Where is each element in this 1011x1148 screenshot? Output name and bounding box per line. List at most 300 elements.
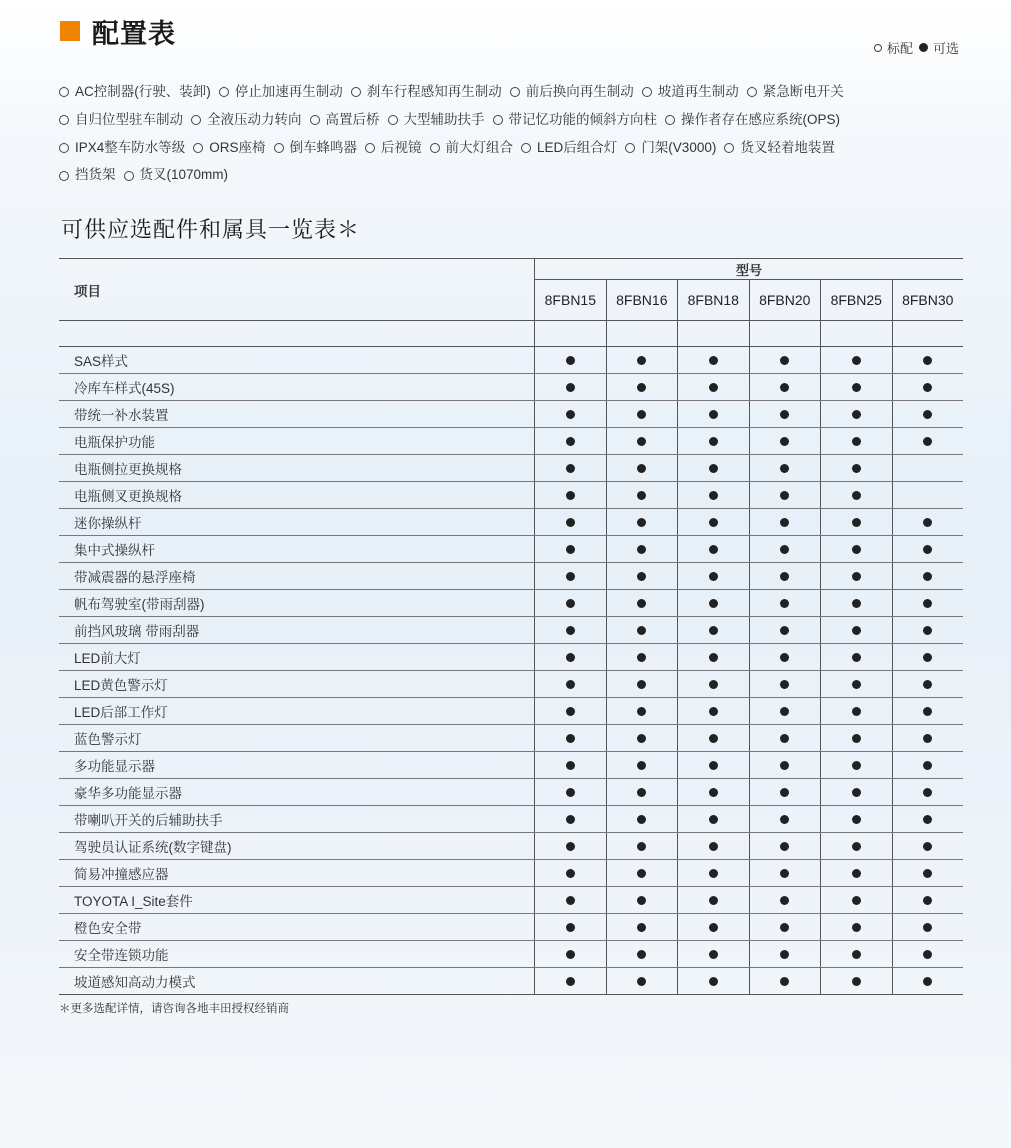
filled-circle-icon: [923, 869, 932, 878]
filled-circle-icon: [923, 653, 932, 662]
availability-cell: [749, 401, 820, 428]
table-row: [59, 698, 963, 725]
standard-equipment-label: ORS座椅: [209, 139, 266, 155]
availability-cell: [606, 806, 677, 833]
availability-cell: [749, 509, 820, 536]
filled-circle-icon: [709, 518, 718, 527]
filled-circle-icon: [852, 842, 861, 851]
availability-cell: [892, 887, 963, 914]
availability-cell: [821, 509, 892, 536]
filled-circle-icon: [566, 734, 575, 743]
filled-circle-icon: [780, 383, 789, 392]
availability-cell: [749, 887, 820, 914]
filled-circle-icon: [566, 896, 575, 905]
filled-circle-icon: [566, 464, 575, 473]
availability-cell: [821, 563, 892, 590]
availability-cell: [821, 536, 892, 563]
availability-cell: [892, 806, 963, 833]
filled-circle-icon: [709, 680, 718, 689]
availability-cell: [535, 833, 606, 860]
open-circle-icon: [124, 171, 134, 181]
standard-equipment-item: [59, 79, 211, 106]
filled-circle-icon: [780, 680, 789, 689]
availability-cell: [535, 428, 606, 455]
availability-cell: [892, 590, 963, 617]
filled-circle-icon: [923, 356, 932, 365]
standard-equipment-item: [388, 107, 485, 134]
filled-circle-icon: [709, 437, 718, 446]
filled-circle-icon: [780, 356, 789, 365]
availability-cell: [749, 968, 820, 995]
filled-circle-icon: [637, 680, 646, 689]
standard-equipment-label: 带记忆功能的倾斜方向柱: [508, 111, 657, 127]
availability-cell: [892, 482, 963, 509]
filled-circle-icon: [709, 815, 718, 824]
filled-circle-icon: [566, 707, 575, 716]
availability-cell: [606, 590, 677, 617]
standard-equipment-item: [219, 79, 343, 106]
availability-cell: [821, 941, 892, 968]
availability-cell: [678, 428, 749, 455]
filled-circle-icon: [637, 734, 646, 743]
standard-equipment-label: 前后换向再生制动: [525, 84, 634, 99]
standard-equipment-item: [430, 135, 514, 162]
filled-circle-icon: [852, 707, 861, 716]
filled-circle-icon: [923, 734, 932, 743]
filled-circle-icon: [780, 734, 789, 743]
open-circle-icon: [388, 115, 398, 125]
availability-cell: [892, 374, 963, 401]
filled-circle-icon: [566, 680, 575, 689]
availability-cell: [821, 914, 892, 941]
model-header-8fbn20: 8FBN20: [749, 280, 820, 321]
filled-circle-icon: [923, 815, 932, 824]
availability-cell: [606, 860, 677, 887]
filled-circle-icon: [709, 923, 718, 932]
filled-circle-icon: [852, 761, 861, 770]
filled-circle-icon: [709, 626, 718, 635]
availability-cell: [678, 563, 749, 590]
standard-equipment-label: 门架(V3000): [641, 139, 717, 155]
filled-circle-icon: [923, 977, 932, 986]
filled-circle-icon: [637, 653, 646, 662]
filled-circle-icon: [709, 842, 718, 851]
open-circle-icon: [430, 143, 440, 153]
filled-circle-icon: [637, 383, 646, 392]
availability-cell: [678, 536, 749, 563]
filled-circle-icon: [637, 545, 646, 554]
filled-circle-icon: [566, 788, 575, 797]
standard-equipment-item: [310, 107, 380, 134]
availability-cell: [892, 428, 963, 455]
open-circle-icon: [59, 115, 69, 125]
row-item-name: 集中式操纵杆: [59, 536, 535, 563]
model-header-8fbn15: 8FBN15: [535, 280, 606, 321]
availability-cell: [606, 536, 677, 563]
availability-cell: [606, 563, 677, 590]
filled-circle-icon: [709, 977, 718, 986]
filled-circle-icon: [852, 572, 861, 581]
table-row: [59, 887, 963, 914]
filled-circle-icon: [780, 761, 789, 770]
availability-cell: [749, 860, 820, 887]
legend-standard: [874, 38, 913, 57]
availability-cell: [535, 455, 606, 482]
availability-cell: [535, 509, 606, 536]
standard-equipment-item: [365, 135, 422, 162]
filled-circle-icon: [709, 491, 718, 500]
filled-circle-icon: [637, 896, 646, 905]
standard-equipment-label: 大型辅助扶手: [403, 111, 485, 127]
standard-equipment-item: [665, 107, 840, 134]
standard-equipment-item: [724, 135, 835, 162]
availability-cell: [892, 563, 963, 590]
row-item-name: TOYOTA I_Site套件: [59, 887, 535, 914]
table-row: [59, 914, 963, 941]
filled-circle-icon: [780, 869, 789, 878]
availability-cell: [678, 968, 749, 995]
filled-circle-icon: [637, 491, 646, 500]
filled-circle-icon: [566, 653, 575, 662]
availability-cell: [678, 752, 749, 779]
open-circle-icon: [59, 171, 69, 181]
availability-cell: [678, 509, 749, 536]
filled-circle-icon: [852, 815, 861, 824]
availability-cell: [535, 941, 606, 968]
filled-circle-icon: [637, 464, 646, 473]
filled-circle-icon: [709, 572, 718, 581]
open-circle-icon: [665, 115, 675, 125]
availability-cell: [535, 482, 606, 509]
filled-circle-icon: [780, 545, 789, 554]
availability-cell: [821, 590, 892, 617]
availability-cell: [892, 536, 963, 563]
standard-equipment-label: 坡道再生制动: [657, 84, 739, 99]
availability-cell: [535, 644, 606, 671]
open-circle-icon: [310, 115, 320, 125]
availability-cell: [606, 698, 677, 725]
filled-circle-icon: [709, 410, 718, 419]
filled-circle-icon: [780, 707, 789, 716]
filled-circle-icon: [566, 356, 575, 365]
filled-circle-icon: [566, 518, 575, 527]
availability-cell: [892, 347, 963, 374]
filled-circle-icon: [923, 383, 932, 392]
filled-circle-icon: [637, 572, 646, 581]
filled-circle-icon: [923, 923, 932, 932]
filled-circle-icon: [709, 356, 718, 365]
open-circle-icon: [191, 115, 201, 125]
filled-circle-icon: [709, 869, 718, 878]
availability-cell: [821, 833, 892, 860]
filled-circle-icon: [923, 626, 932, 635]
availability-cell: [892, 941, 963, 968]
availability-cell: [892, 455, 963, 482]
standard-equipment-list: [59, 79, 939, 190]
availability-cell: [678, 401, 749, 428]
standard-equipment-item: [625, 135, 716, 162]
filled-circle-icon: [566, 572, 575, 581]
filled-circle-icon: [852, 788, 861, 797]
model-header-8fbn18: 8FBN18: [678, 280, 749, 321]
standard-equipment-label: 自归位型驻车制动: [75, 111, 183, 127]
availability-cell: [892, 968, 963, 995]
filled-circle-icon: [852, 464, 861, 473]
standard-equipment-label: 货叉(1070mm): [139, 167, 229, 183]
model-group-header: 型号: [535, 259, 963, 280]
row-item-name: 多功能显示器: [59, 752, 535, 779]
filled-circle-icon: [637, 869, 646, 878]
table-row: [59, 347, 963, 374]
filled-circle-icon: [780, 518, 789, 527]
filled-circle-icon: [566, 626, 575, 635]
availability-cell: [749, 347, 820, 374]
standard-equipment-label: 全液压动力转向: [207, 111, 302, 127]
availability-cell: [606, 914, 677, 941]
row-item-name: 蓝色警示灯: [59, 725, 535, 752]
availability-cell: [821, 779, 892, 806]
table-row: [59, 563, 963, 590]
open-circle-icon: [59, 143, 69, 153]
availability-cell: [821, 698, 892, 725]
availability-cell: [749, 455, 820, 482]
standard-equipment-item: [274, 135, 358, 162]
table-row: [59, 779, 963, 806]
standard-equipment-line: [59, 135, 939, 163]
page-header: [60, 14, 176, 48]
availability-cell: [892, 914, 963, 941]
legend-optional-label: 可选: [932, 41, 959, 56]
filled-circle-icon: [780, 491, 789, 500]
availability-cell: [749, 590, 820, 617]
availability-cell: [606, 671, 677, 698]
availability-cell: [678, 779, 749, 806]
item-column-header: 项目: [59, 259, 535, 321]
availability-cell: [678, 644, 749, 671]
standard-equipment-label: 停止加速再生制动: [234, 84, 343, 99]
standard-equipment-item: [510, 79, 634, 106]
filled-circle-icon: [923, 788, 932, 797]
availability-cell: [606, 887, 677, 914]
availability-cell: [606, 482, 677, 509]
availability-cell: [749, 428, 820, 455]
availability-cell: [606, 968, 677, 995]
open-circle-icon: [724, 143, 734, 153]
table-row: [59, 968, 963, 995]
filled-circle-icon: [566, 842, 575, 851]
filled-circle-icon: [566, 977, 575, 986]
availability-cell: [821, 374, 892, 401]
availability-cell: [606, 455, 677, 482]
table-row: [59, 401, 963, 428]
filled-circle-icon: [709, 734, 718, 743]
availability-cell: [678, 914, 749, 941]
filled-circle-icon: [566, 410, 575, 419]
filled-circle-icon: [566, 923, 575, 932]
orange-square-icon: [60, 21, 80, 41]
availability-cell: [606, 644, 677, 671]
availability-cell: [749, 536, 820, 563]
legend: [868, 38, 959, 57]
model-header-8fbn30: 8FBN30: [892, 280, 963, 321]
availability-cell: [678, 482, 749, 509]
availability-cell: [606, 941, 677, 968]
filled-circle-icon: [923, 437, 932, 446]
standard-equipment-label: IPX4整车防水等级: [75, 139, 186, 155]
availability-cell: [678, 374, 749, 401]
filled-circle-icon: [780, 842, 789, 851]
row-item-name: SAS样式: [59, 347, 535, 374]
filled-circle-icon: [923, 950, 932, 959]
availability-cell: [892, 698, 963, 725]
filled-circle-icon: [852, 626, 861, 635]
filled-circle-icon: [923, 410, 932, 419]
availability-cell: [535, 860, 606, 887]
filled-circle-icon: [923, 761, 932, 770]
availability-cell: [535, 671, 606, 698]
availability-cell: [535, 968, 606, 995]
availability-cell: [821, 806, 892, 833]
filled-circle-icon: [780, 788, 789, 797]
availability-cell: [892, 833, 963, 860]
table-row: [59, 482, 963, 509]
filled-circle-icon: [566, 383, 575, 392]
availability-cell: [749, 374, 820, 401]
row-item-name: 冷库车样式(45S): [59, 374, 535, 401]
filled-circle-icon: [709, 950, 718, 959]
open-circle-icon: [521, 143, 531, 153]
availability-cell: [821, 671, 892, 698]
standard-equipment-label: 紧急断电开关: [762, 84, 844, 99]
row-item-name: 前挡风玻璃 带雨刮器: [59, 617, 535, 644]
standard-equipment-label: 货叉轻着地装置: [740, 139, 835, 155]
standard-equipment-label: AC控制器(行驶、装卸): [75, 84, 211, 99]
availability-cell: [535, 725, 606, 752]
availability-cell: [678, 833, 749, 860]
standard-equipment-label: 后视镜: [381, 139, 422, 155]
availability-cell: [606, 752, 677, 779]
filled-circle-icon: [852, 896, 861, 905]
availability-cell: [821, 617, 892, 644]
table-row: [59, 941, 963, 968]
filled-circle-icon: [637, 977, 646, 986]
availability-cell: [749, 482, 820, 509]
filled-circle-icon: [709, 464, 718, 473]
availability-cell: [821, 455, 892, 482]
availability-cell: [749, 833, 820, 860]
filled-circle-icon: [852, 545, 861, 554]
filled-circle-icon: [852, 491, 861, 500]
availability-cell: [749, 671, 820, 698]
availability-cell: [749, 779, 820, 806]
availability-cell: [678, 455, 749, 482]
standard-equipment-line: [59, 162, 939, 190]
standard-equipment-item: [493, 107, 658, 134]
availability-cell: [749, 563, 820, 590]
availability-cell: [535, 752, 606, 779]
filled-circle-icon: [780, 977, 789, 986]
availability-cell: [535, 374, 606, 401]
availability-cell: [535, 536, 606, 563]
table-row: [59, 536, 963, 563]
options-table-body: [59, 321, 963, 995]
availability-cell: [678, 725, 749, 752]
row-item-name: 简易冲撞感应器: [59, 860, 535, 887]
filled-circle-icon: [566, 815, 575, 824]
availability-cell: [749, 752, 820, 779]
availability-cell: [821, 887, 892, 914]
row-item-name: 驾驶员认证系统(数字键盘): [59, 833, 535, 860]
availability-cell: [535, 887, 606, 914]
filled-circle-icon: [923, 842, 932, 851]
filled-circle-icon: [637, 923, 646, 932]
row-item-name: 迷你操纵杆: [59, 509, 535, 536]
filled-circle-icon: [780, 410, 789, 419]
open-circle-icon: [493, 115, 503, 125]
availability-cell: [821, 347, 892, 374]
filled-circle-icon: [709, 707, 718, 716]
standard-equipment-item: [747, 79, 844, 106]
open-circle-icon: [59, 87, 69, 97]
availability-cell: [892, 671, 963, 698]
filled-circle-icon: [852, 923, 861, 932]
open-circle-icon: [874, 44, 882, 52]
filled-circle-icon: [852, 977, 861, 986]
filled-circle-icon: [566, 437, 575, 446]
table-row: [59, 752, 963, 779]
availability-cell: [535, 347, 606, 374]
availability-cell: [678, 698, 749, 725]
filled-circle-icon: [852, 356, 861, 365]
availability-cell: [606, 401, 677, 428]
filled-circle-icon: [637, 707, 646, 716]
standard-equipment-label: 挡货架: [75, 167, 116, 183]
filled-circle-icon: [566, 869, 575, 878]
filled-circle-icon: [852, 653, 861, 662]
availability-cell: [892, 860, 963, 887]
table-row: [59, 455, 963, 482]
filled-circle-icon: [852, 869, 861, 878]
availability-cell: [606, 509, 677, 536]
filled-circle-icon: [780, 815, 789, 824]
availability-cell: [606, 374, 677, 401]
availability-cell: [749, 914, 820, 941]
filled-circle-icon: [852, 950, 861, 959]
row-item-name: 带统一补水装置: [59, 401, 535, 428]
availability-cell: [821, 482, 892, 509]
availability-cell: [892, 752, 963, 779]
availability-cell: [535, 914, 606, 941]
filled-circle-icon: [637, 410, 646, 419]
availability-cell: [749, 698, 820, 725]
open-circle-icon: [747, 87, 757, 97]
availability-cell: [749, 806, 820, 833]
open-circle-icon: [193, 143, 203, 153]
filled-circle-icon: [637, 950, 646, 959]
availability-cell: [892, 617, 963, 644]
filled-circle-icon: [709, 761, 718, 770]
table-row: [59, 617, 963, 644]
filled-circle-icon: [566, 491, 575, 500]
filled-circle-icon: [637, 356, 646, 365]
filled-circle-icon: [566, 545, 575, 554]
open-circle-icon: [642, 87, 652, 97]
availability-cell: [678, 617, 749, 644]
table-row: [59, 509, 963, 536]
open-circle-icon: [365, 143, 375, 153]
availability-cell: [606, 779, 677, 806]
legend-optional: [919, 38, 959, 57]
